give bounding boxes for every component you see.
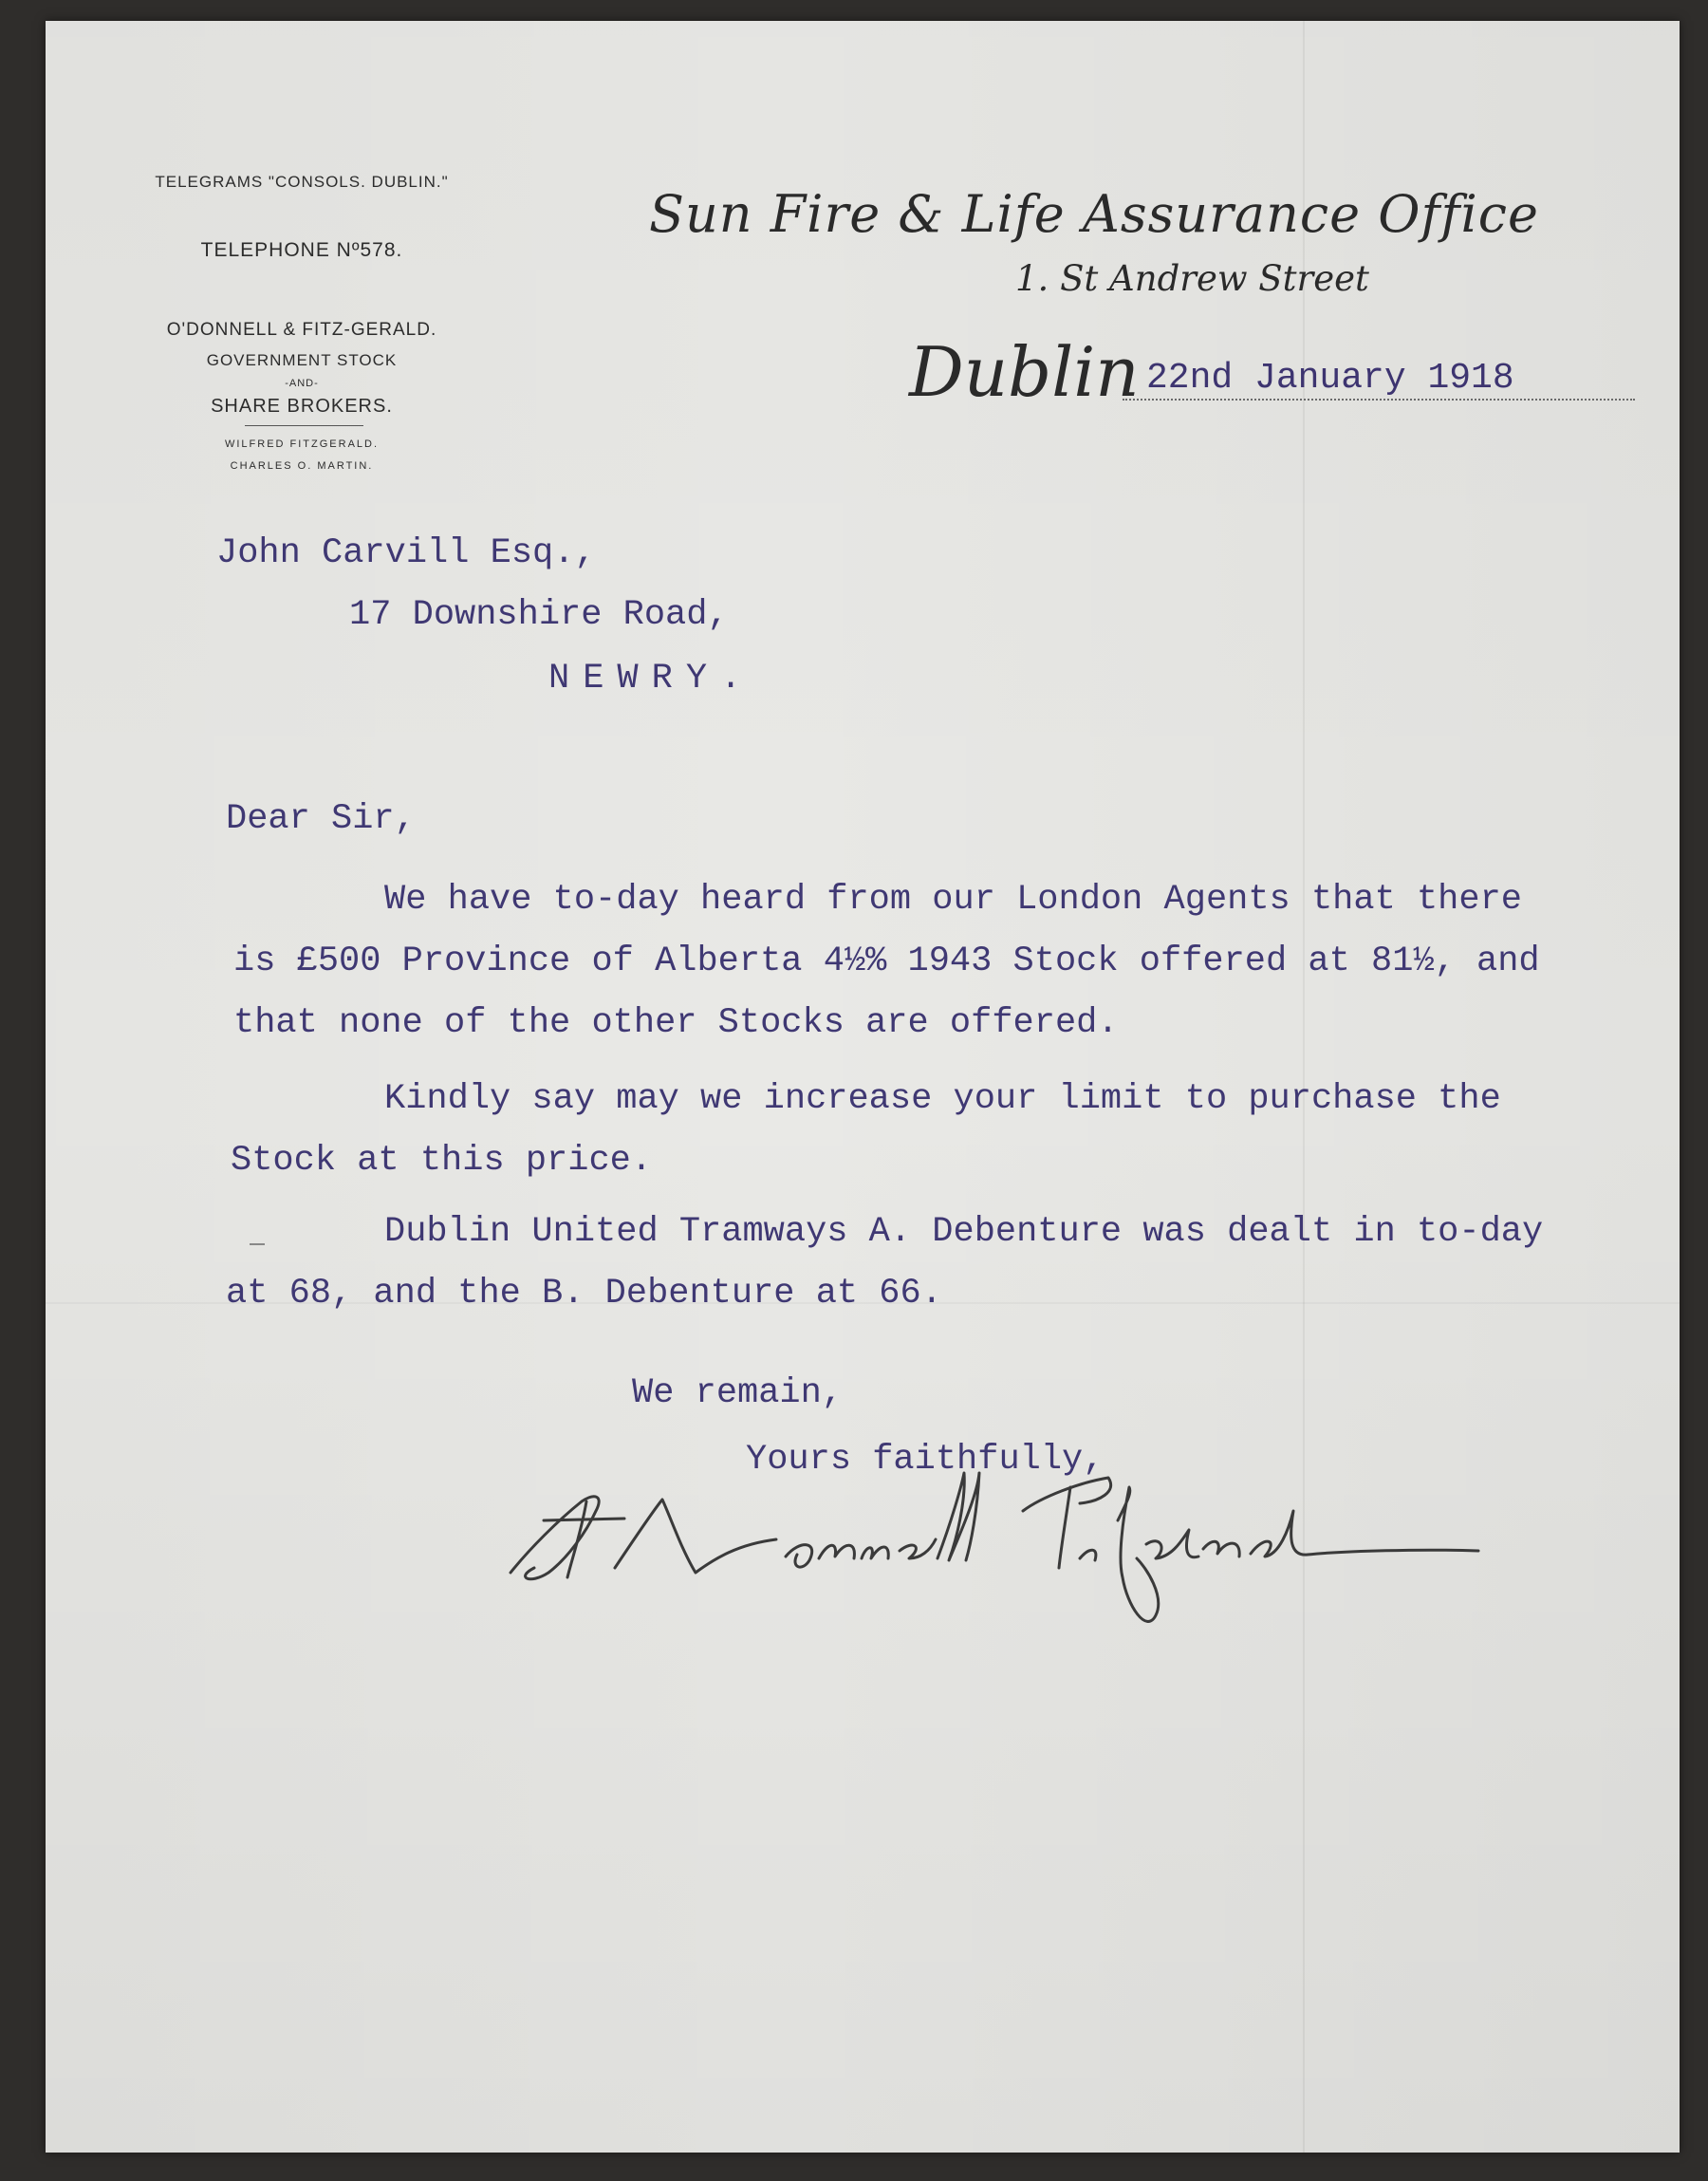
- letterhead-line: -AND-: [285, 378, 319, 389]
- letterhead-partner: CHARLES O. MARTIN.: [230, 460, 374, 472]
- date-dotted-line: [1123, 399, 1635, 401]
- body-line: that none of the other Stocks are offered.: [233, 1003, 1119, 1043]
- letterhead-line: GOVERNMENT STOCK: [206, 351, 398, 369]
- recipient-road: 17 Downshire Road,: [349, 595, 729, 635]
- letterhead-firm-name: O'DONNELL & FITZ-GERALD.: [166, 320, 437, 340]
- ink-mark: [250, 1243, 265, 1245]
- recipient-name: John Carvill Esq.,: [216, 533, 596, 573]
- office-name: Sun Fire & Life Assurance Office: [649, 184, 1539, 244]
- letterhead-telegrams: TELEGRAMS "CONSOLS. DUBLIN.": [155, 173, 449, 191]
- body-line: at 68, and the B. Debenture at 66.: [226, 1274, 942, 1314]
- letter-date: 22nd January 1918: [1146, 358, 1514, 399]
- letterhead-partner: WILFRED FITZGERALD.: [224, 438, 380, 450]
- signature-icon: [492, 1445, 1497, 1653]
- body-line: Kindly say may we increase your limit to purchase the: [384, 1079, 1501, 1119]
- body-line: Dublin United Tramways A. Debenture was dealt in to-day: [384, 1212, 1544, 1252]
- salutation: Dear Sir,: [226, 799, 416, 839]
- recipient-town: NEWRY.: [548, 659, 755, 699]
- letterhead-telephone: TELEPHONE Nº578.: [200, 239, 403, 261]
- letter-paper: [46, 21, 1680, 2153]
- sign-off: Yours faithfully,: [746, 1440, 1105, 1480]
- signature: [492, 1445, 1497, 1653]
- closing: We remain,: [632, 1373, 844, 1413]
- office-street: 1. St Andrew Street: [1015, 258, 1369, 299]
- office-city: Dublin: [909, 332, 1140, 412]
- letterhead-divider: [245, 425, 363, 426]
- body-line: Stock at this price.: [231, 1141, 653, 1181]
- letterhead-line: SHARE BROKERS.: [211, 396, 393, 417]
- body-line: is £500 Province of Alberta 4½% 1943 Stock offered at 81½, and: [233, 941, 1540, 981]
- body-line: We have to-day heard from our London Agents that there: [384, 880, 1522, 920]
